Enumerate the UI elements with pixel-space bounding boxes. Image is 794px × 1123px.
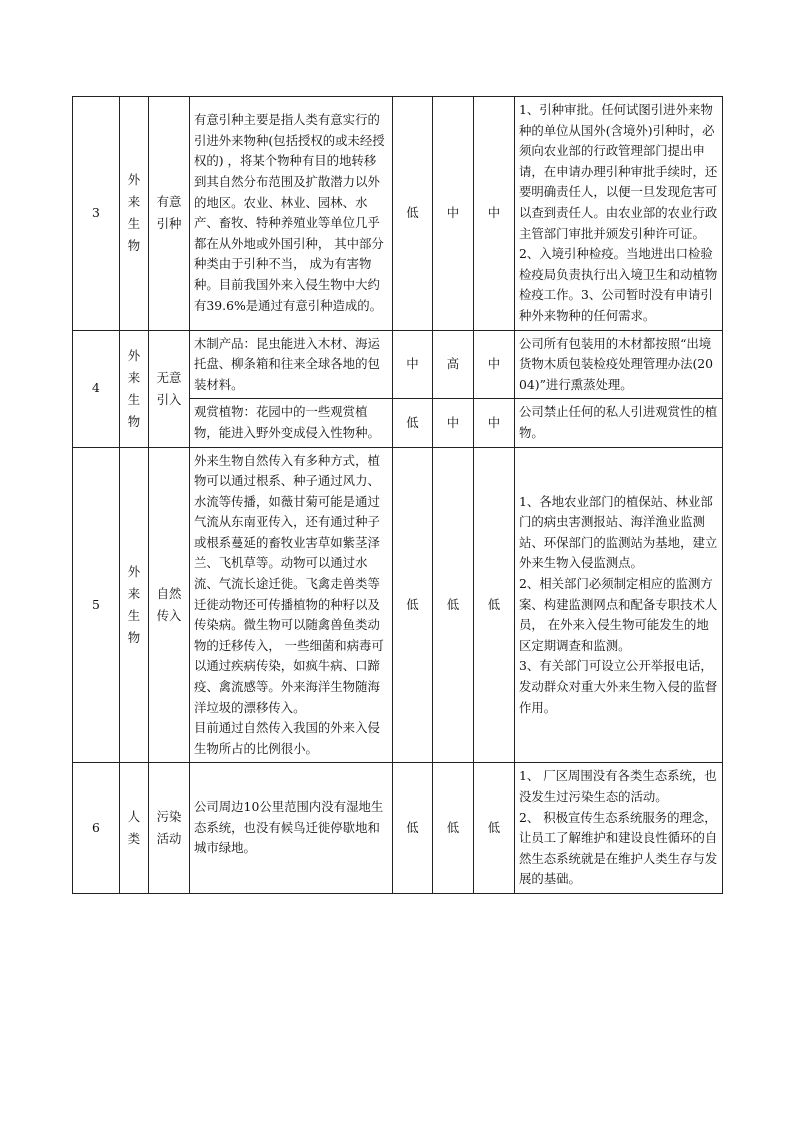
risk-level-cell: [474, 97, 515, 331]
risk-level-cell: [433, 399, 474, 447]
risk-level-cell: [433, 97, 474, 331]
risk-level-cell: [433, 447, 474, 763]
measure-paragraph: 1、 厂区周围没有各类生态系统，也没发生过污染生态的活动。: [519, 768, 717, 804]
description-cell: [190, 97, 393, 331]
measure-paragraph: 2、相关部门必须制定相应的监测方案、构建监测网点和配备专职技术人员， 在外来入侵生物可能发生的地区定期调查和监测。: [519, 576, 718, 653]
row-number: 4: [92, 380, 100, 396]
measure-paragraph: 1、引种审批。任何试图引进外来物种的单位从国外(含境外)引种时，必须向农业部的行政管理部门提出申请，在申请办理引种审批手续时，还要明确责任人，以便一旦发现危害可以查到责任人。由农业部的农业行政主管部门审批并颁发引种许可证。: [519, 102, 718, 241]
risk-level-cell: [433, 763, 474, 894]
subcategory-cell: [149, 447, 190, 763]
row-number-cell: [73, 447, 120, 763]
risk-level-cell: [393, 97, 433, 331]
description-cell: [190, 763, 393, 894]
category-cell: [120, 330, 149, 447]
row-number-cell: [73, 97, 120, 331]
description-paragraph: 目前通过自然传入我国的外来入侵生物所占的比例很小。: [194, 720, 380, 756]
risk-level-2: 低: [446, 596, 460, 612]
category-cell: [120, 763, 149, 894]
measure-paragraph: 3、有关部门可设立公开举报电话， 发动群众对重大外来生物入侵的监督作用。: [519, 658, 718, 715]
control-measures-cell: [515, 447, 723, 763]
control-measures-cell: [515, 399, 723, 447]
risk-level-3: 低: [487, 819, 501, 835]
description-paragraph: 有意引种主要是指人类有意实行的引进外来物种(包括授权的或未经授权的) ，将某个物种有目的地转移到其自然分布范围及扩散潜力以外的地区。农业、林业、园林、水产、畜牧、特种养殖业等单位几乎都在从外地或外国引种， 其中部分种类由于引种不当， 成为有害物种。目前我国外来入侵生物中大约有39.6%是通过有意引种造成的。: [194, 112, 385, 313]
risk-assessment-table: [72, 96, 723, 894]
subcategory-cell: [149, 330, 190, 447]
table-row: [73, 330, 723, 399]
category-cell: [120, 447, 149, 763]
risk-level-cell: [393, 399, 433, 447]
measure-paragraph: 2、入境引种检疫。当地进出口检验检疫局负责执行出入境卫生和动植物检疫工作。3、公司暂时没有申请引种外来物种的任何需求。: [519, 246, 718, 323]
table-row: [73, 97, 723, 331]
row-number: 6: [92, 819, 100, 835]
risk-level-cell: [474, 447, 515, 763]
row-number-cell: [73, 763, 120, 894]
risk-level-cell: [393, 763, 433, 894]
subcategory-label: 有意引种: [156, 194, 182, 232]
risk-level-2: 中: [446, 414, 460, 430]
measure-paragraph: 2、 积极宣传生态系统服务的理念，让员工了解维护和建设良性循环的自然生态系统就是在维护人类生存与发展的基础。: [519, 809, 718, 887]
table-row: [73, 447, 723, 763]
measure-paragraph: 公司禁止任何的私人引进观赏性的植物。: [519, 404, 718, 440]
subcategory-cell: [149, 763, 190, 894]
risk-level-1: 低: [406, 414, 419, 430]
risk-level-1: 低: [406, 204, 419, 220]
risk-level-1: 低: [406, 596, 419, 612]
subcategory-label: 无意引入: [156, 369, 182, 407]
category-label: 外来生物: [127, 172, 141, 254]
risk-level-cell: [474, 330, 515, 399]
risk-level-3: 低: [487, 596, 501, 612]
risk-level-cell: [474, 399, 515, 447]
measure-paragraph: 1、各地农业部门的植保站、林业部门的病虫害测报站、海洋渔业监测站、环保部门的监测站为基地，建立外来生物入侵监测点。: [519, 493, 718, 571]
risk-level-1: 中: [406, 356, 419, 372]
row-number: 3: [92, 204, 100, 220]
risk-level-cell: [433, 330, 474, 399]
risk-level-3: 中: [487, 414, 501, 430]
control-measures-cell: [515, 330, 723, 399]
risk-level-2: 中: [446, 204, 460, 220]
subcategory-label: 自然传入: [156, 585, 182, 623]
control-measures-cell: [515, 763, 723, 894]
subcategory-cell: [149, 97, 190, 331]
table-row: [73, 763, 723, 894]
measure-paragraph: 公司所有包装用的木材都按照“出境货物木质包装检疫处理管理办法(2004)”进行熏蒸处理。: [519, 335, 714, 392]
category-cell: [120, 97, 149, 331]
description-cell: [190, 330, 393, 399]
row-number-cell: [73, 330, 120, 447]
risk-level-3: 中: [487, 204, 501, 220]
subcategory-label: 污染活动: [156, 809, 182, 847]
risk-level-cell: [393, 447, 433, 763]
risk-level-2: 低: [446, 819, 460, 835]
risk-level-2: 高: [446, 356, 460, 372]
description-paragraph: 外来生物自然传入有多种方式，植物可以通过根系、种子通过风力、水流等传播，如薇甘菊可能是通过气流从东南亚传入，还有通过种子或根系蔓延的畜牧业害草如紫茎泽兰、飞机草等。动物可以通过水流、气流长途迁徙。飞禽走兽类等迁徙动物还可传播植物的种籽以及传染病。微生物可以随禽兽鱼类动物的迁移传入， 一些细菌和病毒可以通过疾病传染，如疯牛病、口蹄疫、禽流感等。外来海洋生物随海洋垃圾的漂移传入。: [194, 452, 384, 715]
risk-level-cell: [393, 330, 433, 399]
risk-level-3: 中: [487, 356, 501, 372]
control-measures-cell: [515, 97, 723, 331]
description-paragraph: 木制产品：昆虫能进入木材、海运托盘、柳条箱和往来全球各地的包装材料。: [194, 335, 380, 392]
risk-level-1: 低: [406, 819, 419, 835]
description-paragraph: 观赏植物：花园中的一些观赏植物，能进入野外变成侵入性物种。: [194, 404, 380, 440]
category-label: 外来生物: [127, 347, 141, 429]
description-cell: [190, 447, 393, 763]
category-label: 外来生物: [127, 563, 141, 645]
category-label: 人类: [127, 809, 141, 847]
description-cell: [190, 399, 393, 447]
row-number: 5: [92, 596, 100, 612]
risk-level-cell: [474, 763, 515, 894]
description-paragraph: 公司周边10公里范围内没有湿地生态系统，也没有候鸟迁徙停歇地和城市绿地。: [194, 799, 384, 856]
